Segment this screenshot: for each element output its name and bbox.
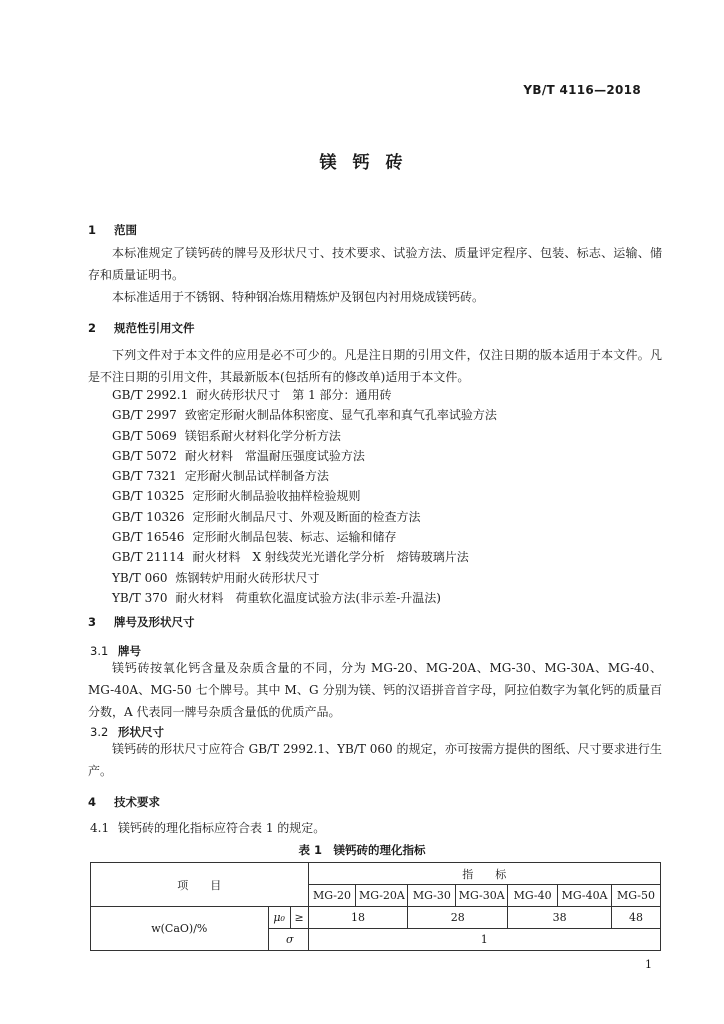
reference-title: 耐火砖形状尺寸 第 1 部分：通用砖 — [196, 388, 392, 402]
section-number: 4.1 — [90, 821, 110, 835]
reference-item — [112, 588, 497, 608]
reference-item — [112, 466, 497, 486]
reference-title: 耐火材料 X 射线荧光光谱化学分析 熔铸玻璃片法 — [192, 550, 469, 565]
reference-title: 镁铝系耐火材料化学分析方法 — [184, 428, 341, 443]
reference-item — [112, 547, 497, 567]
grade-header: MG-30 — [408, 885, 456, 907]
reference-title: 耐火材料 荷重软化温度试验方法(非示差-升温法) — [175, 590, 441, 605]
reference-code: YB/T 370 — [112, 590, 168, 605]
grade-header: MG-50 — [612, 885, 661, 907]
reference-code: GB/T 16546 — [112, 530, 185, 545]
reference-item — [112, 426, 497, 446]
scope-paragraph-1: 本标准规定了镁钙砖的牌号及形状尺寸、技术要求、试验方法、质量评定程序、包装、标志、运输、储存和质量证明书。 — [88, 246, 662, 282]
reference-title: 定形耐火制品包装、标志、运输和储存 — [192, 530, 397, 545]
section-4-1 — [90, 819, 325, 836]
section-title: 牌号 — [118, 644, 141, 658]
page-number: 1 — [645, 958, 652, 971]
row-label-cao: w(CaO)/% — [91, 907, 269, 951]
reference-code: GB/T 2992.1 — [112, 388, 189, 402]
grade-header: MG-40 — [508, 885, 558, 907]
shape-size-paragraph: 镁钙砖的形状尺寸应符合 GB/T 2992.1、YB/T 060 的规定，亦可按需方提供的图纸、尺寸要求进行生产。 — [88, 742, 662, 778]
section-2-heading — [88, 320, 195, 336]
section-text: 镁钙砖的理化指标应符合表 1 的规定。 — [118, 821, 326, 835]
normative-refs-intro: 下列文件对于本文件的应用是必不可少的。凡是注日期的引用文件，仅注日期的版本适用于本文件。凡是不注日期的引用文件，其最新版本(包括所有的修改单)适用于本文件。 — [88, 348, 662, 384]
reference-title: 耐火材料 常温耐压强度试验方法 — [184, 448, 365, 463]
section-3-heading — [88, 614, 195, 630]
item-header: 项 目 — [91, 863, 309, 907]
reference-item — [112, 527, 497, 547]
mu0-value-40: 38 — [508, 907, 612, 929]
section-title: 技术要求 — [114, 795, 160, 809]
reference-item — [112, 405, 497, 425]
reference-item — [112, 385, 497, 405]
section-number: 3 — [88, 615, 97, 629]
section-number: 2 — [88, 321, 97, 335]
standard-code: YB/T 4116—2018 — [523, 83, 641, 97]
sigma-symbol: σ — [268, 929, 308, 951]
reference-code: GB/T 5072 — [112, 448, 177, 463]
reference-code: GB/T 10326 — [112, 509, 185, 524]
reference-title: 定形耐火制品验收抽样检验规则 — [192, 489, 361, 504]
reference-code: GB/T 2997 — [112, 408, 177, 423]
table-1 — [90, 862, 661, 951]
grade-header: MG-20A — [356, 885, 408, 907]
section-number: 3.2 — [90, 725, 109, 739]
reference-code: GB/T 7321 — [112, 469, 177, 484]
section-title: 范围 — [114, 223, 137, 237]
reference-item — [112, 486, 497, 506]
mu0-value-30: 28 — [408, 907, 508, 929]
section-title: 牌号及形状尺寸 — [114, 615, 195, 629]
reference-list — [112, 385, 497, 608]
reference-code: YB/T 060 — [112, 570, 168, 585]
reference-item — [112, 507, 497, 527]
reference-title: 炼钢转炉用耐火砖形状尺寸 — [175, 570, 320, 585]
reference-title: 致密定形耐火制品体积密度、显气孔率和真气孔率试验方法 — [184, 408, 497, 423]
sigma-value: 1 — [308, 929, 660, 951]
section-title: 规范性引用文件 — [114, 321, 195, 335]
mu0-value-50: 48 — [612, 907, 661, 929]
section-4-heading — [88, 794, 160, 810]
reference-code: GB/T 21114 — [112, 550, 185, 565]
reference-code: GB/T 10325 — [112, 489, 185, 504]
index-header: 指 标 — [308, 863, 660, 885]
reference-title: 定形耐火制品尺寸、外观及断面的检查方法 — [192, 509, 421, 524]
grade-header: MG-30A — [456, 885, 508, 907]
grade-paragraph: 镁钙砖按氧化钙含量及杂质含量的不同，分为 MG-20、MG-20A、MG-30、MG-30A、MG-40、MG-40A、MG-50 七个牌号。其中 M、G 分别为镁、钙的汉语拼音首字母，阿拉伯数字为氧化钙的质量百分数，A 代表同一牌号杂质含量低的优质产品。 — [88, 661, 662, 719]
scope-paragraph-2: 本标准适用于不锈钢、特种钢冶炼用精炼炉及钢包内衬用烧成镁钙砖。 — [112, 290, 485, 304]
table-1-caption: 表 1 镁钙砖的理化指标 — [298, 843, 426, 857]
reference-item — [112, 568, 497, 588]
section-number: 1 — [88, 223, 97, 237]
section-number: 4 — [88, 795, 97, 809]
section-title: 形状尺寸 — [118, 725, 164, 739]
grade-header: MG-20 — [308, 885, 356, 907]
reference-code: GB/T 5069 — [112, 428, 177, 443]
section-number: 3.1 — [90, 644, 109, 658]
mu0-symbol: μ₀ — [268, 907, 290, 929]
section-1-heading — [88, 222, 137, 238]
ge-symbol: ≥ — [290, 907, 308, 929]
reference-title: 定形耐火制品试样制备方法 — [184, 469, 329, 484]
reference-item — [112, 446, 497, 466]
mu0-value-20: 18 — [308, 907, 408, 929]
document-title: 镁钙砖 — [319, 153, 419, 173]
grade-header: MG-40A — [558, 885, 612, 907]
